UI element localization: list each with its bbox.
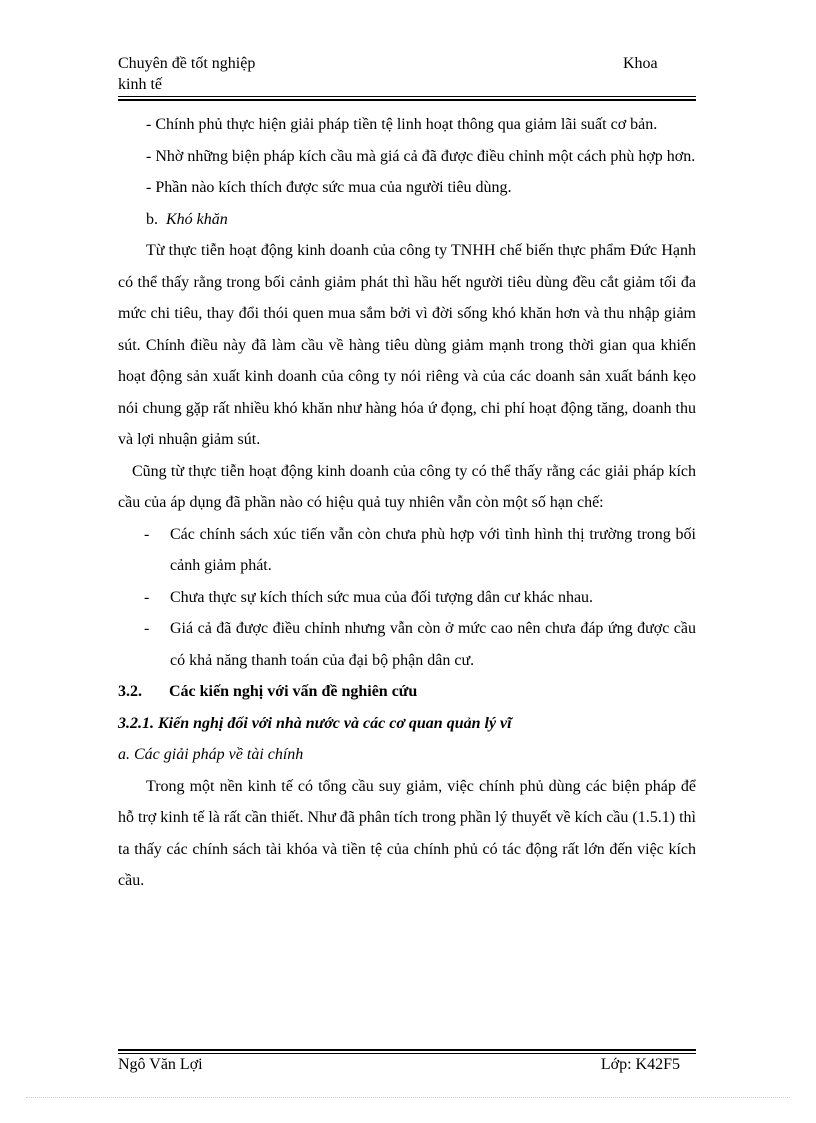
- header-title-line2: kinh tế: [118, 76, 162, 93]
- footer-author: Ngô Văn Lợi: [118, 1056, 203, 1073]
- paragraph-financial: Trong một nền kinh tế có tổng cầu suy giảm, việc chính phủ dùng các biện pháp để hỗ trợ kinh tế là rất cần thiết. Như đã phân tích trong phần lý thuyết về kích cầu (1.5.1) thì ta thấy các chính sách tài khóa và tiền tệ của chính phủ có tác động rất lớn đến việc kích cầu.: [118, 777, 696, 889]
- subsection-heading: 3.2.1. Kiến nghị đối với nhà nước và các cơ quan quản lý vĩ: [118, 714, 512, 732]
- heading-difficulties-number: b.: [146, 210, 158, 228]
- paragraph-advantage-2: - Nhờ những biện pháp kích cầu mà giá cả đã được điều chỉnh một cách phù hợp hơn.: [146, 147, 696, 165]
- list-item-text: Giá cả đã được điều chỉnh nhưng vẫn còn ở mức cao nên chưa đáp ứng được cầu có khả năng thanh toán của đại bộ phận dân cư.: [170, 620, 696, 669]
- bullet-dash: -: [144, 588, 150, 606]
- footer-rule-thick: [118, 1049, 696, 1051]
- bullet-dash: -: [144, 525, 150, 543]
- list-item: [118, 519, 696, 582]
- subheading-financial-solutions: a. Các giải pháp về tài chính: [118, 746, 304, 763]
- list-item-text: Các chính sách xúc tiến vẫn còn chưa phù hợp với tình hình thị trường trong bối cảnh giảm phát.: [170, 525, 696, 574]
- list-item: [118, 582, 696, 614]
- header-title-line1: Chuyên đề tốt nghiệp: [118, 55, 256, 72]
- header-rule-thick: [118, 99, 696, 101]
- section-title: Các kiến nghị với vấn đề nghiên cứu: [169, 683, 418, 700]
- bullet-dash: -: [144, 620, 150, 637]
- section-number: 3.2.: [118, 683, 142, 700]
- footer-class: Lớp: K42F5: [600, 1056, 680, 1073]
- heading-difficulties-text: Khó khăn: [166, 210, 228, 228]
- paragraph-difficulties: Từ thực tiễn hoạt động kinh doanh của công ty TNHH chế biến thực phẩm Đức Hạnh có thể thấy rằng trong bối cảnh giảm phát thì hầu hết người tiêu dùng đều cắt giảm tối đa mức chi tiêu, thay đổi thói quen mua sắm bởi vì đời sống khó khăn hơn và thu nhập giảm sút. Chính điều này đã làm cầu về hàng tiêu dùng giảm mạnh trong thời gian qua khiến hoạt động sản xuất kinh doanh của công ty nói riêng và của các doanh sản xuất bánh kẹo nói chung gặp rất nhiều khó khăn như hàng hóa ứ đọng, chi phí hoạt động tăng, doanh thu và lợi nhuận giảm sút.: [118, 242, 696, 448]
- paragraph-advantage-1: - Chính phủ thực hiện giải pháp tiền tệ linh hoạt thông qua giảm lãi suất cơ bản.: [146, 116, 658, 133]
- header-rule-thin: [118, 96, 696, 97]
- header-left: [118, 53, 418, 95]
- page-boundary-line: [26, 1097, 790, 1098]
- list-item: [118, 613, 696, 676]
- paragraph-solutions-intro: Cũng từ thực tiễn hoạt động kinh doanh của công ty có thể thấy rằng các giải pháp kích cầu của áp dụng đã phần nào có hiệu quả tuy nhiên vẫn còn một số hạn chế:: [118, 462, 696, 511]
- list-item-text: Chưa thực sự kích thích sức mua của đối tượng dân cư khác nhau.: [170, 588, 594, 606]
- page-footer: [118, 1054, 696, 1075]
- page-body: [118, 109, 696, 897]
- heading-difficulties: [118, 204, 696, 236]
- header-right: Khoa: [623, 55, 658, 72]
- section-heading: [118, 676, 696, 708]
- paragraph-advantage-3: - Phần nào kích thích được sức mua của người tiêu dùng.: [146, 179, 512, 196]
